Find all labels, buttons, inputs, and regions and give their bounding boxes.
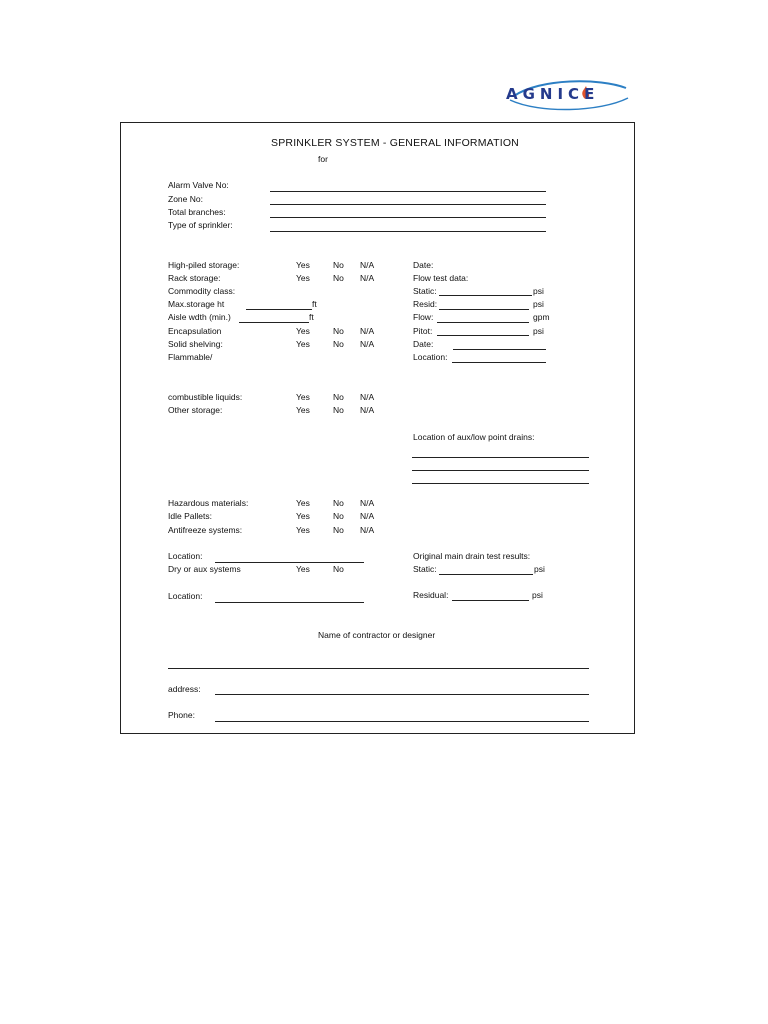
field-zone[interactable] bbox=[270, 204, 546, 205]
label-high-piled: High-piled storage: bbox=[168, 260, 240, 270]
na-option[interactable]: N/A bbox=[360, 392, 375, 402]
yes-option[interactable]: Yes bbox=[296, 260, 310, 270]
field-resid[interactable] bbox=[439, 309, 529, 310]
field-flow[interactable] bbox=[437, 322, 529, 323]
label-combustible: combustible liquids: bbox=[168, 392, 243, 402]
no-option[interactable]: No bbox=[333, 405, 344, 415]
label-flammable: Flammable/ bbox=[168, 352, 213, 362]
label-type-sprinkler: Type of sprinkler: bbox=[168, 220, 233, 230]
field-residual[interactable] bbox=[452, 600, 529, 601]
field-aux-drains-3[interactable] bbox=[412, 483, 589, 484]
na-option[interactable]: N/A bbox=[360, 498, 375, 508]
label-contractor: Name of contractor or designer bbox=[318, 630, 436, 640]
label-zone: Zone No: bbox=[168, 194, 203, 204]
label-commodity: Commodity class: bbox=[168, 286, 236, 296]
yes-option[interactable]: Yes bbox=[296, 511, 310, 521]
no-option[interactable]: No bbox=[333, 511, 344, 521]
form-title: SPRINKLER SYSTEM - GENERAL INFORMATION bbox=[271, 137, 519, 149]
unit-gpm: gpm bbox=[533, 312, 550, 322]
label-flow-test: Flow test data: bbox=[413, 273, 469, 283]
field-type-sprinkler[interactable] bbox=[270, 231, 546, 232]
na-option[interactable]: N/A bbox=[360, 273, 375, 283]
yes-option[interactable]: Yes bbox=[296, 273, 310, 283]
label-dry-aux: Dry or aux systems bbox=[168, 564, 241, 574]
unit-psi: psi bbox=[532, 590, 543, 600]
yes-option[interactable]: Yes bbox=[296, 339, 310, 349]
label-phone: Phone: bbox=[168, 710, 195, 720]
label-location-1: Location: bbox=[168, 551, 203, 561]
na-option[interactable]: N/A bbox=[360, 260, 375, 270]
na-option[interactable]: N/A bbox=[360, 405, 375, 415]
field-phone[interactable] bbox=[215, 721, 589, 722]
label-total-branches: Total branches: bbox=[168, 207, 226, 217]
label-antifreeze: Antifreeze systems: bbox=[168, 525, 243, 535]
unit-psi: psi bbox=[533, 299, 544, 309]
no-option[interactable]: No bbox=[333, 564, 344, 574]
field-date-2[interactable] bbox=[453, 349, 546, 350]
field-pitot[interactable] bbox=[437, 335, 529, 336]
unit-ft: ft bbox=[309, 312, 314, 322]
label-hazardous: Hazardous materials: bbox=[168, 498, 249, 508]
unit-psi: psi bbox=[534, 564, 545, 574]
label-date-2: Date: bbox=[413, 339, 434, 349]
label-original-main: Original main drain test results: bbox=[413, 551, 531, 561]
label-idle-pallets: Idle Pallets: bbox=[168, 511, 212, 521]
no-option[interactable]: No bbox=[333, 392, 344, 402]
field-location-flow[interactable] bbox=[452, 362, 546, 363]
label-static: Static: bbox=[413, 286, 437, 296]
label-solid-shelving: Solid shelving: bbox=[168, 339, 223, 349]
field-alarm-valve[interactable] bbox=[270, 191, 546, 192]
form-subtitle: for bbox=[318, 154, 328, 164]
label-location-flow: Location: bbox=[413, 352, 448, 362]
company-logo bbox=[500, 76, 634, 116]
label-rack: Rack storage: bbox=[168, 273, 221, 283]
label-static-2: Static: bbox=[413, 564, 437, 574]
field-address[interactable] bbox=[215, 694, 589, 695]
na-option[interactable]: N/A bbox=[360, 326, 375, 336]
yes-option[interactable]: Yes bbox=[296, 326, 310, 336]
field-aisle[interactable] bbox=[239, 322, 309, 323]
field-total-branches[interactable] bbox=[270, 217, 546, 218]
field-aux-drains-1[interactable] bbox=[412, 457, 589, 458]
no-option[interactable]: No bbox=[333, 339, 344, 349]
no-option[interactable]: No bbox=[333, 260, 344, 270]
yes-option[interactable]: Yes bbox=[296, 564, 310, 574]
na-option[interactable]: N/A bbox=[360, 525, 375, 535]
field-static-2[interactable] bbox=[439, 574, 533, 575]
field-location-1[interactable] bbox=[215, 562, 364, 563]
field-static[interactable] bbox=[439, 295, 532, 296]
yes-option[interactable]: Yes bbox=[296, 525, 310, 535]
yes-option[interactable]: Yes bbox=[296, 498, 310, 508]
label-flow: Flow: bbox=[413, 312, 434, 322]
field-location-2[interactable] bbox=[215, 602, 364, 603]
label-address: address: bbox=[168, 684, 201, 694]
field-aux-drains-2[interactable] bbox=[412, 470, 589, 471]
no-option[interactable]: No bbox=[333, 498, 344, 508]
label-other-storage: Other storage: bbox=[168, 405, 223, 415]
no-option[interactable]: No bbox=[333, 326, 344, 336]
label-encapsulation: Encapsulation bbox=[168, 326, 222, 336]
label-location-2: Location: bbox=[168, 591, 203, 601]
na-option[interactable]: N/A bbox=[360, 339, 375, 349]
label-aisle: Aisle wdth (min.) bbox=[168, 312, 231, 322]
field-contractor[interactable] bbox=[168, 668, 589, 669]
unit-psi: psi bbox=[533, 286, 544, 296]
na-option[interactable]: N/A bbox=[360, 511, 375, 521]
unit-ft: ft bbox=[312, 299, 317, 309]
label-max-storage: Max.storage ht bbox=[168, 299, 225, 309]
yes-option[interactable]: Yes bbox=[296, 405, 310, 415]
field-max-storage[interactable] bbox=[246, 309, 312, 310]
label-alarm-valve: Alarm Valve No: bbox=[168, 180, 229, 190]
label-resid: Resid: bbox=[413, 299, 438, 309]
yes-option[interactable]: Yes bbox=[296, 392, 310, 402]
label-aux-drains: Location of aux/low point drains: bbox=[413, 432, 535, 442]
unit-psi: psi bbox=[533, 326, 544, 336]
label-date-1: Date: bbox=[413, 260, 434, 270]
logo-text: AGNICE bbox=[506, 85, 600, 103]
label-pitot: Pitot: bbox=[413, 326, 433, 336]
no-option[interactable]: No bbox=[333, 525, 344, 535]
no-option[interactable]: No bbox=[333, 273, 344, 283]
label-residual: Residual: bbox=[413, 590, 449, 600]
